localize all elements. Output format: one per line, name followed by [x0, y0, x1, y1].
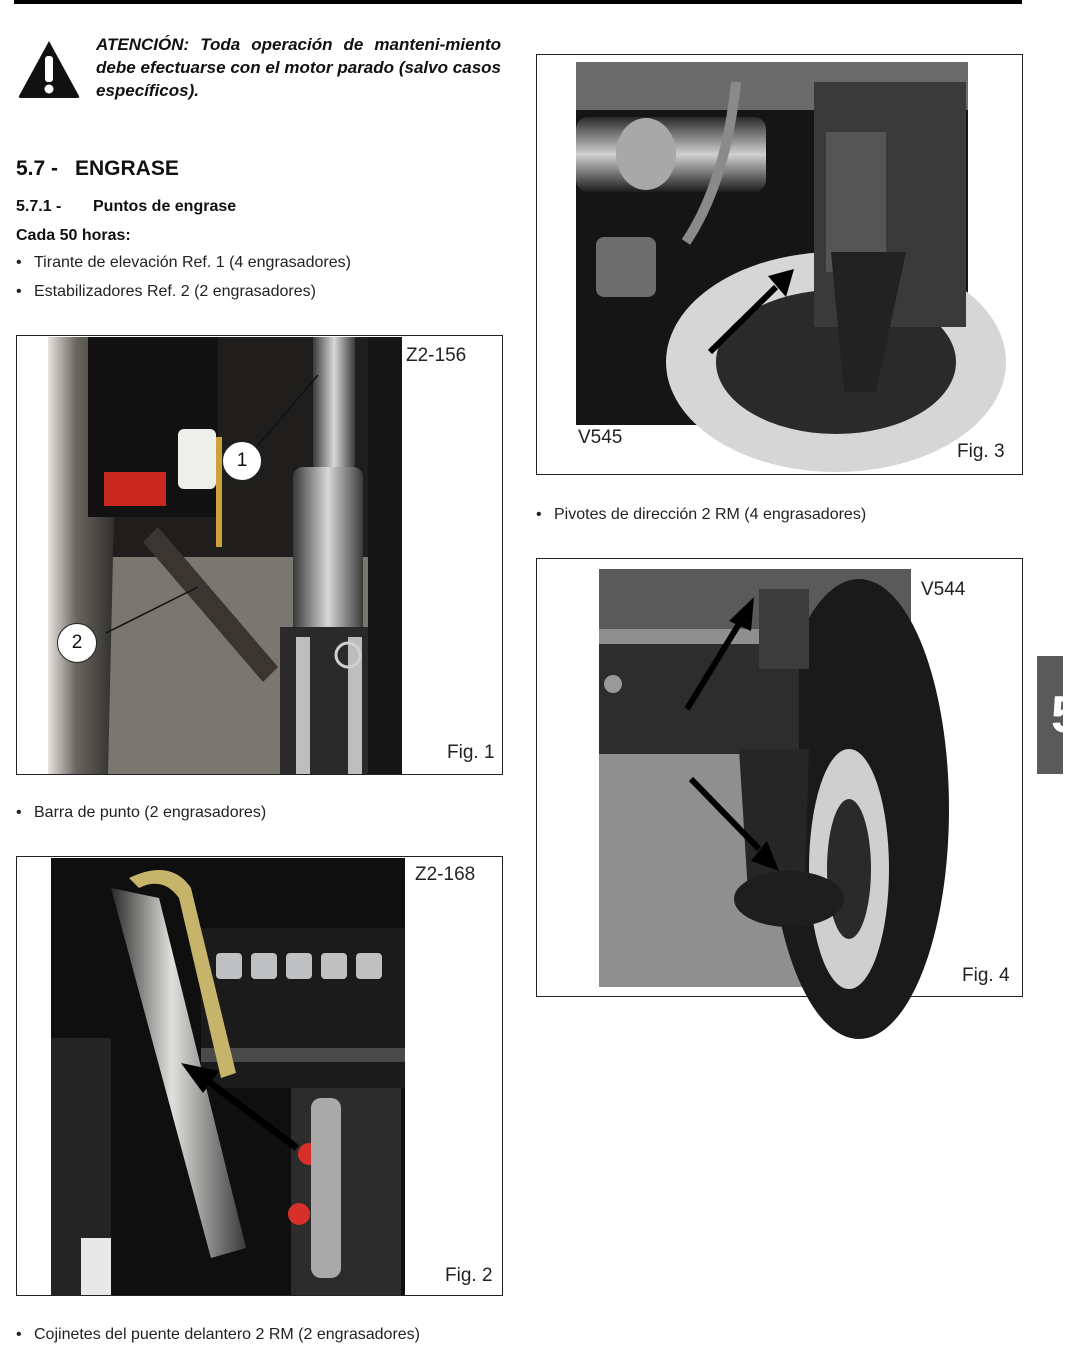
figure-4	[536, 558, 1023, 997]
figure-3-photo	[576, 62, 968, 425]
callout-1: 1	[222, 441, 262, 481]
figure-ref: Z2-168	[415, 864, 476, 885]
list-item: • Pivotes de dirección 2 RM (4 engrasadores)	[536, 506, 867, 523]
figure-3	[536, 54, 1023, 475]
figure-2	[16, 856, 503, 1296]
list-item: • Tirante de elevación Ref. 1 (4 engrasadores)	[16, 254, 351, 271]
warning-text: ATENCIÓN: Toda operación de manteni-miento debe efectuarse con el motor parado (salvo casos específicos).	[96, 35, 501, 100]
subsection-number: 5.7.1 -	[16, 198, 62, 215]
section-heading	[16, 157, 179, 181]
figure-caption: Fig. 1	[447, 742, 495, 763]
chapter-tab: 5	[1037, 656, 1063, 774]
subsection-title: Puntos de engrase	[93, 198, 237, 215]
section-title: ENGRASE	[75, 157, 179, 180]
figure-4-photo	[599, 569, 911, 987]
list-item: • Estabilizadores Ref. 2 (2 engrasadores)	[16, 283, 316, 300]
figure-caption: Fig. 4	[962, 965, 1010, 986]
figure-caption: Fig. 3	[957, 441, 1005, 462]
figure-1	[16, 335, 503, 775]
figure-1-photo	[48, 337, 402, 774]
figure-caption: Fig. 2	[445, 1265, 493, 1286]
list-item: • Cojinetes del puente delantero 2 RM (2 engrasadores)	[16, 1326, 421, 1343]
section-number: 5.7 -	[16, 157, 59, 180]
callout-2: 2	[57, 623, 97, 663]
figure-ref: V545	[578, 427, 623, 448]
warning-triangle-icon	[16, 38, 82, 100]
interval-label: Cada 50 horas:	[16, 227, 131, 244]
list-item: • Barra de punto (2 engrasadores)	[16, 804, 267, 821]
top-rule	[14, 0, 1022, 4]
figure-2-photo	[51, 858, 405, 1295]
figure-ref: Z2-156	[406, 345, 467, 366]
figure-ref: V544	[921, 579, 966, 600]
subsection-heading	[16, 198, 236, 216]
